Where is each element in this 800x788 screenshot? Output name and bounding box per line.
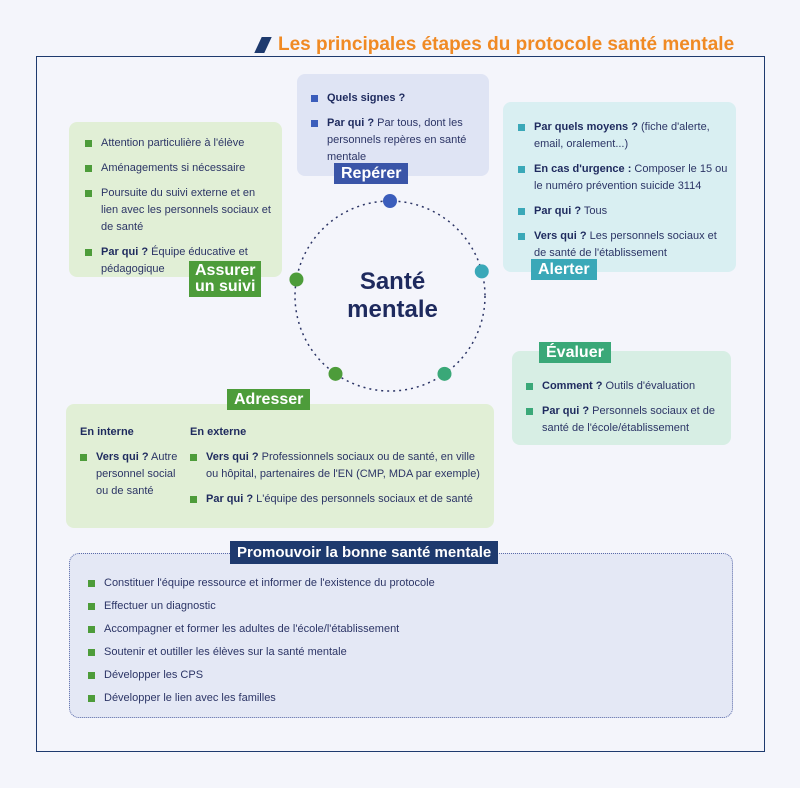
alerter-label: Alerter <box>531 259 597 280</box>
alerter-list <box>518 119 728 262</box>
promouvoir-list <box>88 575 722 707</box>
externe-heading: En externe <box>190 426 247 438</box>
list-item: Par qui ? L'équipe des personnels sociaux et de santé <box>190 491 488 508</box>
interne-heading: En interne <box>80 426 134 438</box>
list-item: Par qui ? Tous <box>518 203 728 220</box>
evaluer-list <box>526 378 723 437</box>
list-item: Vers qui ? Autre personnel social ou de santé <box>80 449 184 500</box>
list-item: Par qui ? Personnels sociaux et de santé de l'école/établissement <box>526 403 723 437</box>
adresser-box <box>66 404 494 528</box>
reperer-box <box>297 74 489 176</box>
adresser-label: Adresser <box>227 389 310 410</box>
list-item: Développer les CPS <box>88 667 722 684</box>
list-item: Développer le lien avec les familles <box>88 690 722 707</box>
suivi-box <box>69 122 282 277</box>
ring-dot <box>289 273 303 287</box>
reperer-list <box>311 90 479 166</box>
header <box>258 32 734 58</box>
list-item: Par qui ? Équipe éducative et pédagogique <box>85 244 274 278</box>
adresser-externe <box>190 424 488 516</box>
suivi-list <box>85 135 274 278</box>
list-item: Par qui ? Par tous, dont les personnels repères en santé mentale <box>311 115 479 166</box>
promouvoir-label: Promouvoir la bonne santé mentale <box>230 541 498 564</box>
ring-dot <box>329 367 343 381</box>
list-item: Comment ? Outils d'évaluation <box>526 378 723 395</box>
list-item: Constituer l'équipe ressource et informer de l'existence du protocole <box>88 575 722 592</box>
evaluer-label: Évaluer <box>539 342 611 363</box>
center-title: Santé mentale <box>347 268 438 323</box>
list-item: Soutenir et outiller les élèves sur la santé mentale <box>88 644 722 661</box>
page-title: Les principales étapes du protocole santé mentale <box>278 34 735 55</box>
list-item: Vers qui ? Les personnels sociaux et de santé de l'établissement <box>518 228 728 262</box>
list-item: Par quels moyens ? (fiche d'alerte, email, oralement...) <box>518 119 728 153</box>
reperer-label: Repérer <box>334 163 408 184</box>
ring-dot <box>383 194 397 208</box>
evaluer-box <box>512 351 731 445</box>
list-item: Vers qui ? Professionnels sociaux ou de santé, en ville ou hôpital, partenaires de l'EN (CMP, MDA par exemple) <box>190 449 488 483</box>
list-item: Attention particulière à l'élève <box>85 135 274 152</box>
list-item: En cas d'urgence : Composer le 15 ou le numéro prévention suicide 3114 <box>518 161 728 195</box>
list-item: Poursuite du suivi externe et en lien avec les personnels sociaux et de santé <box>85 185 274 236</box>
list-item: Aménagements si nécessaire <box>85 160 274 177</box>
ring-dot <box>437 367 451 381</box>
alerter-box <box>503 102 736 272</box>
ring-dot <box>475 264 489 278</box>
slash-icon <box>254 37 271 53</box>
adresser-interne <box>80 424 184 508</box>
suivi-label: Assurer un suivi <box>189 261 261 297</box>
list-item: Effectuer un diagnostic <box>88 598 722 615</box>
list-item: Quels signes ? <box>311 90 479 107</box>
promouvoir-box <box>69 553 733 718</box>
list-item: Accompagner et former les adultes de l'école/l'établissement <box>88 621 722 638</box>
